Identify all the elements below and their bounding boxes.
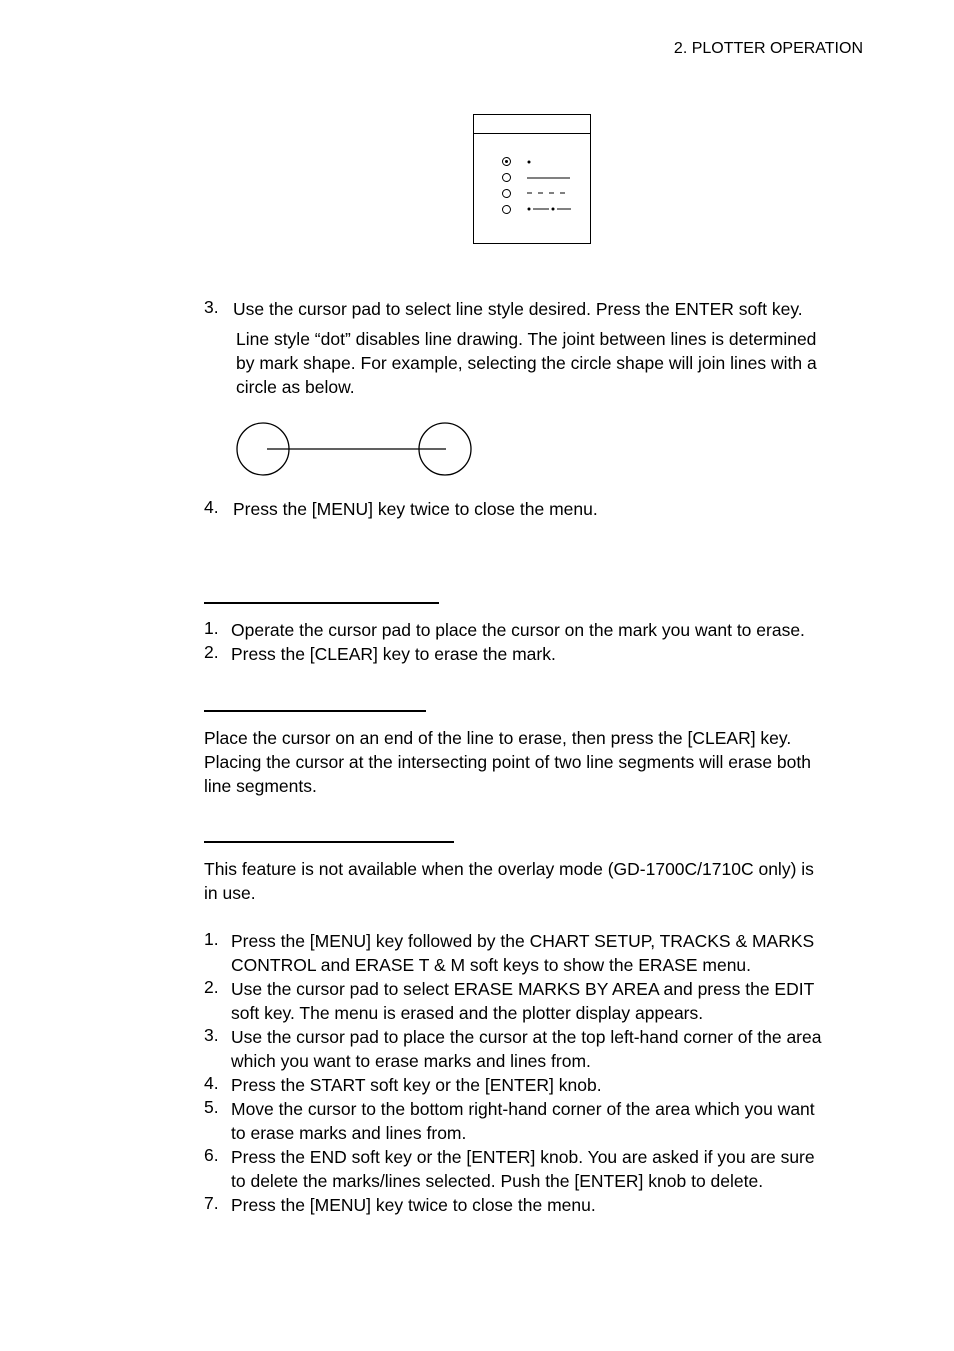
section-rule-erase-mark (204, 602, 439, 604)
step-number: 5. (204, 1097, 219, 1117)
circle-joint-diagram (230, 418, 480, 482)
note-line: Line style “dot” disables line drawing. The joint between lines is determined (236, 329, 817, 349)
paragraph-line: in use. (204, 883, 256, 903)
step-number: 2. (204, 977, 219, 997)
step-number: 4. (204, 1073, 219, 1093)
step-line: Use the cursor pad to place the cursor at the top left-hand corner of the area (231, 1027, 822, 1047)
step-number: 3. (204, 1025, 219, 1045)
step-line: Press the END soft key or the [ENTER] knob. You are asked if you are sure (231, 1147, 815, 1167)
step-line: Use the cursor pad to select ERASE MARKS BY AREA and press the EDIT (231, 979, 815, 999)
step-number: 6. (204, 1145, 219, 1165)
section-rule-erase-line (204, 710, 426, 712)
paragraph-line: This feature is not available when the overlay mode (GD-1700C/1710C only) is (204, 859, 814, 879)
step-line: which you want to erase marks and lines from. (231, 1051, 591, 1071)
section-header: 2. PLOTTER OPERATION (673, 40, 863, 57)
note-line: circle as below. (236, 377, 355, 397)
erase-line-paragraph (204, 726, 811, 798)
step-text: Press the [MENU] key twice to close the menu. (233, 499, 598, 519)
line-style-menu (473, 114, 591, 244)
step-text: Use the cursor pad to select line style desired. Press the ENTER soft key. (233, 299, 803, 319)
step-line: Press the [MENU] key twice to close the menu. (231, 1195, 596, 1215)
paragraph-line: Place the cursor on an end of the line to erase, then press the [CLEAR] key. (204, 728, 792, 748)
step-number: 1. (204, 929, 219, 949)
step-number: 1. (204, 618, 219, 638)
step-line: to delete the marks/lines selected. Push the [ENTER] knob to delete. (231, 1171, 764, 1191)
step-number: 3. (204, 297, 219, 317)
step-line: Move the cursor to the bottom right-hand corner of the area which you want (231, 1099, 815, 1119)
step-line: Press the [MENU] key followed by the CHART SETUP, TRACKS & MARKS (231, 931, 815, 951)
line-style-samples (474, 115, 592, 245)
note-line: by mark shape. For example, selecting the circle shape will join lines with a (236, 353, 817, 373)
step-line: Press the START soft key or the [ENTER] knob. (231, 1075, 602, 1095)
step-number: 7. (204, 1193, 219, 1213)
section-rule-erase-by-area (204, 841, 454, 843)
step-text: Operate the cursor pad to place the cursor on the mark you want to erase. (231, 620, 805, 640)
step-line: to erase marks and lines from. (231, 1123, 467, 1143)
paragraph-line: line segments. (204, 776, 317, 796)
step-line: soft key. The menu is erased and the plotter display appears. (231, 1003, 704, 1023)
step-number: 2. (204, 642, 219, 662)
step-3-note (236, 327, 817, 399)
step-number: 4. (204, 497, 219, 517)
step-text: Press the [CLEAR] key to erase the mark. (231, 644, 556, 664)
paragraph-line: Placing the cursor at the intersecting point of two line segments will erase both (204, 752, 811, 772)
erase-area-intro (204, 857, 814, 905)
step-line: CONTROL and ERASE T & M soft keys to show the ERASE menu. (231, 955, 752, 975)
